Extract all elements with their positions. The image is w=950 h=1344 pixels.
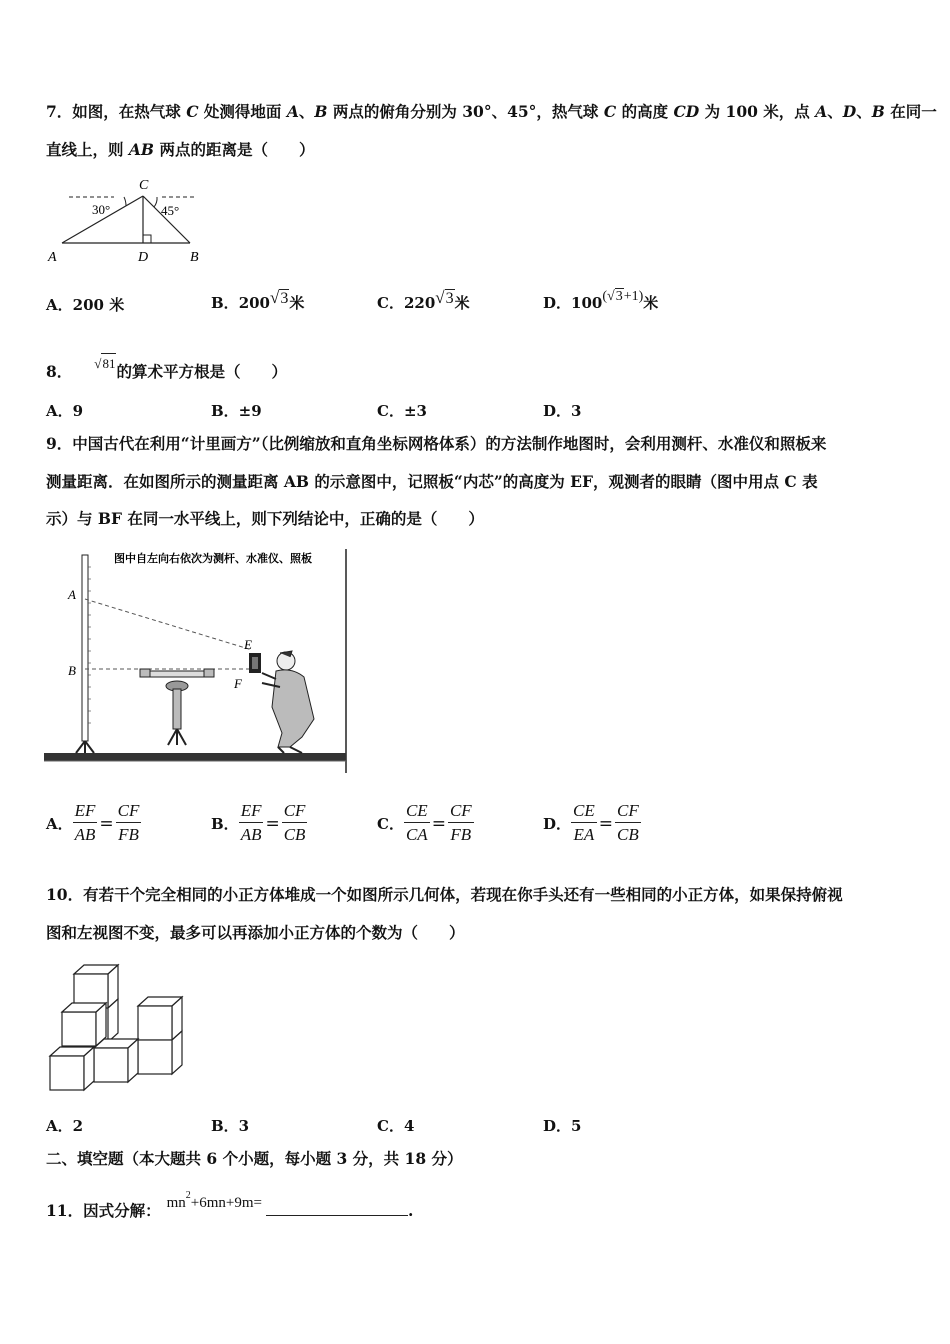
q9-line3: 示）与 BF 在同一水平线上，则下列结论中，正确的是（ ）: [46, 509, 484, 528]
pole-base: [76, 741, 94, 753]
q9-option-c[interactable]: C． $\frac{CE}{CA}$ = $\frac{CF}{FB}$: [377, 801, 472, 844]
sight-line-a: [85, 599, 252, 650]
q7.line1-run: D: [842, 102, 857, 121]
sighting-board: [249, 653, 261, 673]
q7-option-d[interactable]: D．100(√3+1)米: [543, 289, 659, 312]
q8-option-a[interactable]: A．9: [46, 402, 84, 420]
q7-line2: [46, 140, 314, 160]
q10-option-a[interactable]: A．2: [46, 1117, 84, 1135]
q10-option-c[interactable]: C．4: [377, 1117, 415, 1135]
q7.line1-run: B: [314, 102, 328, 121]
cube-right-lower: [138, 1040, 172, 1074]
angle-arc-30: [124, 197, 126, 206]
q7.line1-run: 、: [856, 102, 872, 121]
q10-line1: 10．有若干个完全相同的小正方体堆成一个如图所示几何体，若现在你手头还有一些相同的小正方体，如果保持俯视: [46, 885, 843, 904]
q7.line1-run: 为 100 米，点: [699, 102, 816, 121]
label-a: A: [48, 250, 57, 265]
q7.line1-run: 在同一: [884, 102, 937, 121]
q7.line1-run: 处测得地面: [198, 102, 287, 121]
q11-answer-blank[interactable]: [266, 1201, 408, 1216]
cube-middle-bottom: [94, 1048, 128, 1082]
q9-line2: 测量距离．在如图所示的测量距离 AB 的示意图中，记照板“内芯”的高度为 EF，观测者的眼睛（图中用点 C 表: [46, 472, 818, 491]
observer-figure: [262, 651, 314, 753]
q8-stem: 8． √81的算术平方根是（ ）: [46, 353, 287, 382]
q7.line1-run: C: [186, 102, 199, 121]
q7.line1-run: A: [815, 102, 828, 121]
q10-line2: 图和左视图不变，最多可以再添加小正方体的个数为（ ）: [46, 923, 465, 942]
q7-line1: [46, 102, 937, 122]
q7.line1-run: 两点的俯角分别为 30°、45°，热气球: [327, 102, 604, 121]
q7.line1-run: CD: [673, 102, 700, 121]
angle-arc-45: [154, 197, 157, 207]
q7.line1-run: 7．如图，在热气球: [46, 102, 187, 121]
q9-option-d[interactable]: D． $\frac{CE}{EA}$ = $\frac{CF}{CB}$: [543, 801, 639, 844]
ground: [44, 753, 346, 761]
section-title-fill-in: 二、填空题（本大题共 6 个小题，每小题 3 分，共 18 分）: [46, 1149, 463, 1168]
q7-figure: [44, 174, 214, 266]
q7-option-c[interactable]: C．220√3米: [377, 288, 470, 312]
label-angle-45: 45°: [161, 203, 180, 218]
label-b: B: [68, 663, 76, 678]
q8-option-d[interactable]: D．3: [543, 402, 582, 420]
water-level-instrument: [140, 669, 214, 745]
q7.line1-run: A: [286, 102, 299, 121]
q10-cube-figure: [44, 960, 186, 1094]
q7.line1-run: C: [603, 102, 617, 121]
q10-option-b[interactable]: B．3: [211, 1117, 250, 1135]
q7.line1-run: 的高度: [616, 102, 674, 121]
q10-option-d[interactable]: D．5: [543, 1117, 582, 1135]
q7.line1-run: 、: [298, 102, 315, 121]
measuring-pole: [82, 555, 88, 741]
q7.line2-run: 直线上，则: [46, 140, 129, 159]
q7.line2-run: AB: [128, 140, 155, 159]
label-b: B: [190, 250, 199, 265]
label-d: D: [138, 250, 149, 265]
q8-option-c[interactable]: C．±3: [377, 402, 427, 420]
label-c: C: [139, 178, 149, 193]
cube-right-upper: [138, 1006, 172, 1040]
q7.line1-run: B: [871, 102, 885, 121]
q7-option-b[interactable]: B．200√3米: [211, 288, 305, 312]
cube-middle-left: [62, 1012, 96, 1046]
q7.line1-run: 、: [827, 102, 843, 121]
label-a: A: [68, 587, 76, 602]
q11-stem: 11．因式分解： $mn^2+6mn+9m=$ .: [46, 1190, 414, 1220]
q7-option-a[interactable]: A．200 米: [46, 296, 125, 314]
q8-option-b[interactable]: B．±9: [211, 402, 262, 420]
q9-figure: [44, 547, 350, 775]
q7.line2-run: 两点的距离是（ ）: [154, 140, 315, 159]
label-angle-30: 30°: [92, 202, 111, 217]
q9-option-b[interactable]: B． $\frac{EF}{AB}$ = $\frac{CF}{CB}$: [211, 801, 306, 844]
cube-bottom-left: [50, 1056, 84, 1090]
label-f: F: [234, 676, 242, 691]
label-e: E: [244, 637, 252, 652]
right-angle-mark: [143, 235, 151, 243]
q9-option-a[interactable]: A． $\frac{EF}{AB}$ = $\frac{CF}{FB}$: [46, 801, 140, 844]
q9-line1: 9．中国古代在利用“计里画方”（比例缩放和直角坐标网格体系）的方法制作地图时，会利用测杆、水准仪和照板来: [46, 434, 827, 453]
figure-caption: 图中自左向右依次为测杆、水准仪、照板: [114, 553, 312, 565]
